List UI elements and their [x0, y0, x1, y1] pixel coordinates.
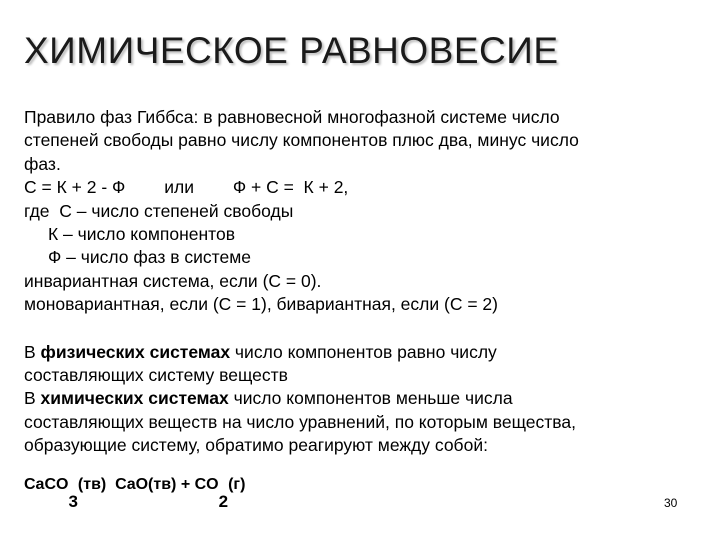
subscript-3: 3: [68, 492, 78, 511]
physical-rest: число компонентов равно числу: [230, 341, 497, 362]
chemical-prefix: В: [24, 388, 41, 409]
physical-line-1: [24, 341, 694, 364]
reactant-caco: CaCO: [24, 476, 69, 493]
invariant-line: инвариантная система, если (С = 0).: [24, 270, 322, 291]
chemical-line-3: образующие систему, обратимо реагируют между собой:: [24, 435, 488, 456]
definition-f: Ф – число фаз в системе: [48, 247, 251, 268]
slide-title: ХИМИЧЕСКОЕ РАВНОВЕСИЕ: [24, 30, 559, 71]
spacer: [24, 317, 694, 341]
chemical-line-2: составляющих веществ на число уравнений, по которым вещества,: [24, 411, 576, 432]
slide-body: [24, 106, 694, 458]
physical-systems-term: физических системах: [40, 341, 231, 362]
gibbs-formula: С = К + 2 - Ф или Ф + С = К + 2,: [24, 177, 349, 198]
rule-line-3: фаз.: [24, 153, 61, 174]
definition-k: К – число компонентов: [48, 224, 236, 245]
reaction-equation: [24, 474, 246, 511]
rule-line-1: Правило фаз Гиббса: в равновесной многофазной системе число: [24, 107, 560, 127]
chemical-systems-term: химических системах: [40, 388, 229, 409]
rule-line-2: степеней свободы равно числу компонентов плюс два, минус число: [24, 130, 579, 151]
subscript-2: 2: [218, 492, 229, 511]
physical-line-2: составляющих систему веществ: [24, 365, 288, 386]
chemical-rest: число компонентов меньше числа: [228, 388, 513, 409]
definition-c: где С – число степеней свободы: [24, 200, 294, 221]
variance-line: моновариантная, если (С = 1), бивариантная, если (С = 2): [24, 294, 498, 315]
page-number: 30: [664, 496, 678, 510]
products-part: (тв) CaO(тв) + CO: [77, 476, 219, 493]
gas-state: (г): [228, 476, 246, 493]
physical-prefix: В: [24, 341, 41, 362]
chemical-line-1: [24, 387, 694, 410]
